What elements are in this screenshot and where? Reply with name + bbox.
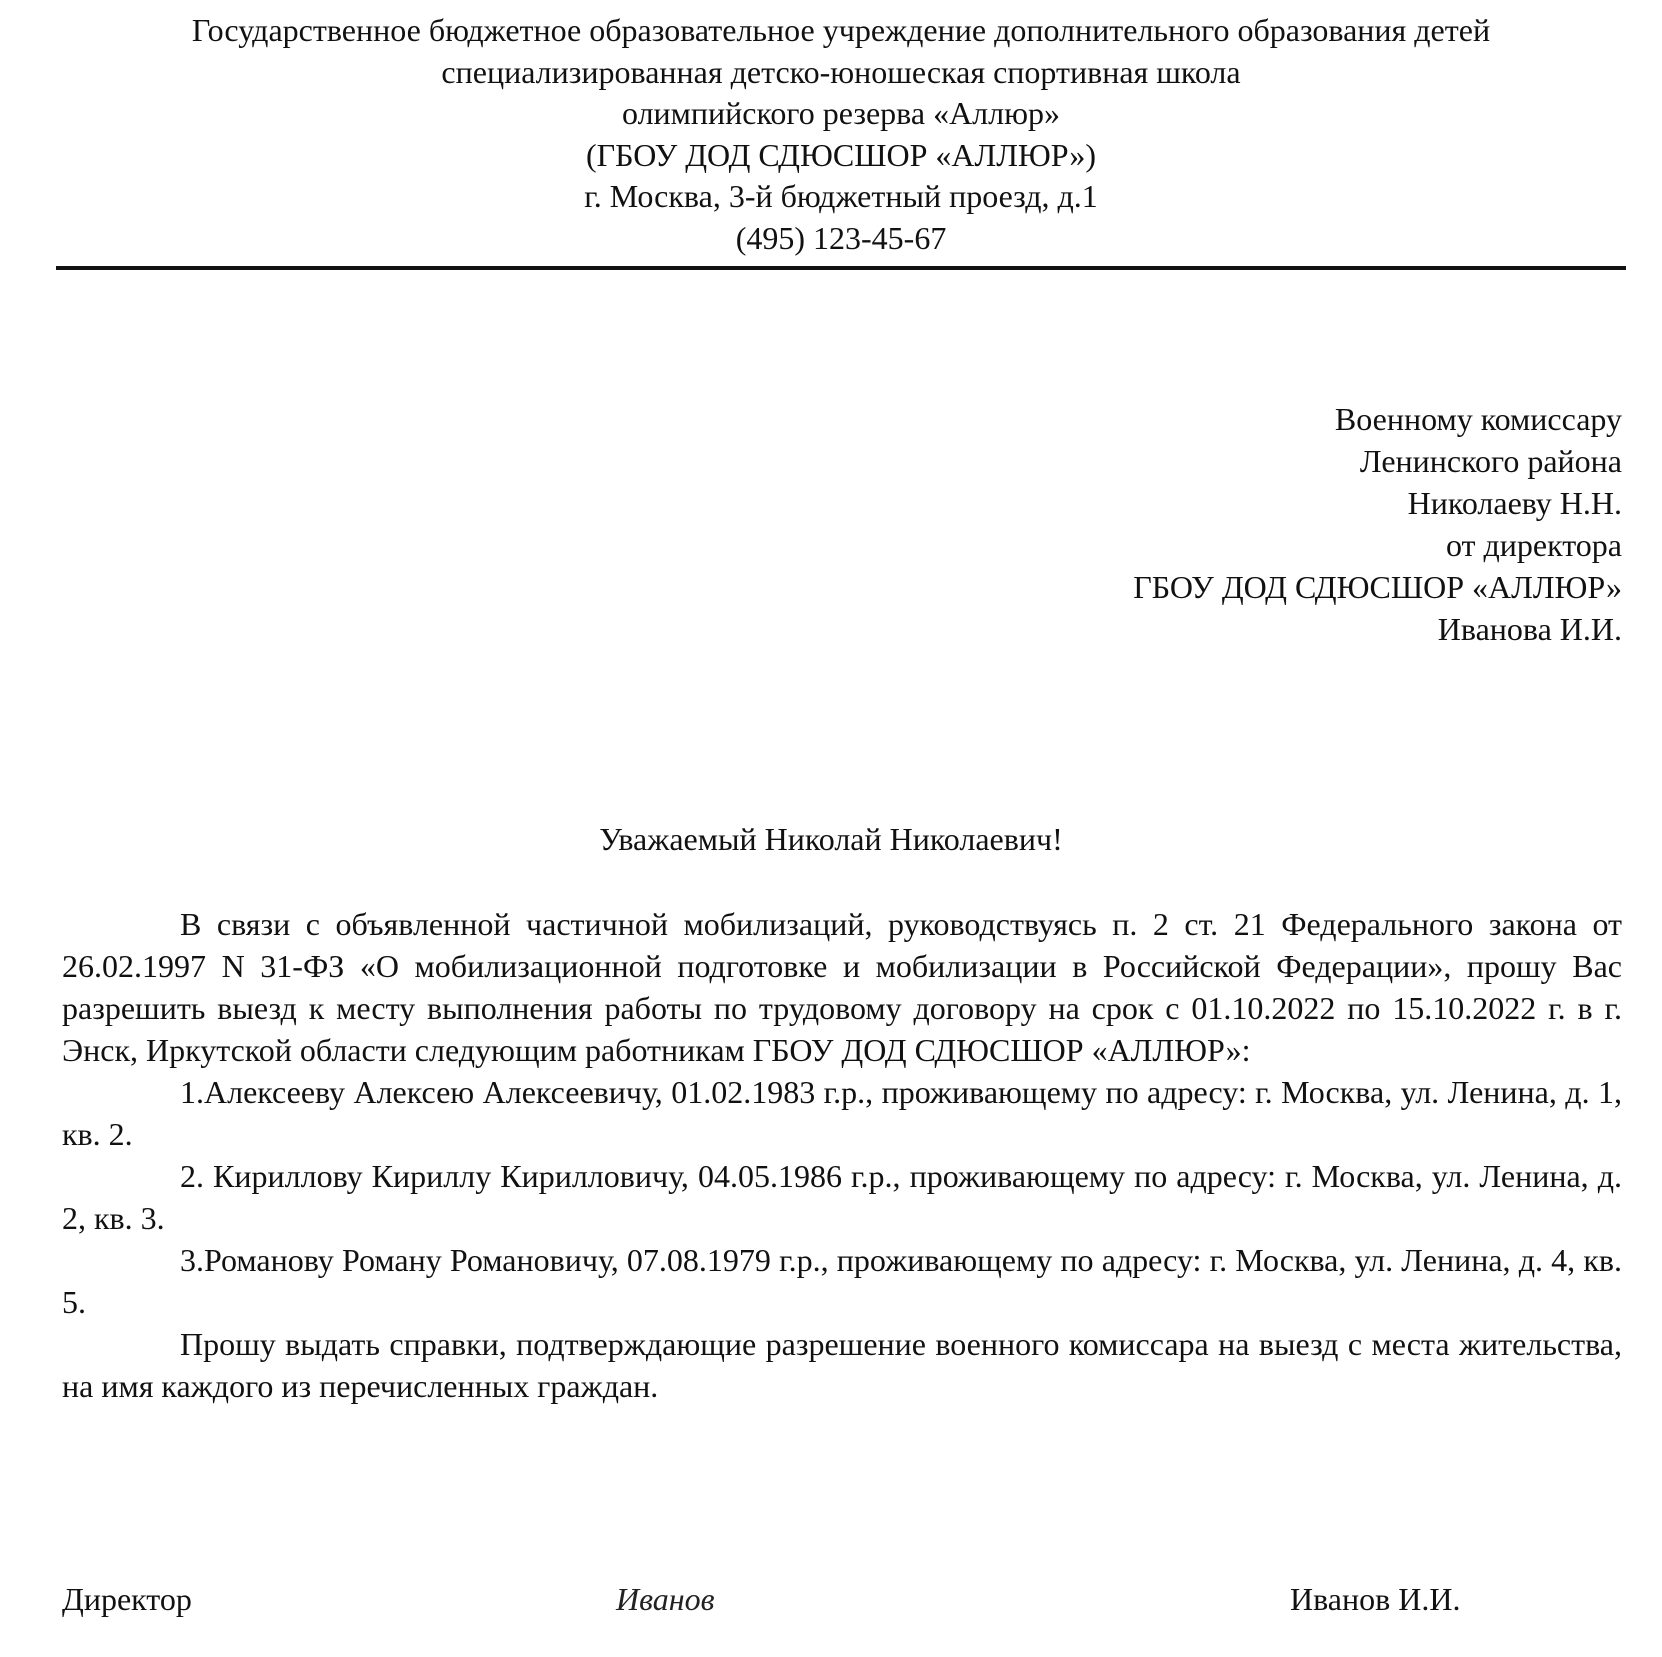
letter-body xyxy=(62,903,1622,1407)
letterhead-divider xyxy=(56,266,1626,270)
letterhead-org-full-name: Государственное бюджетное образовательное учреждение дополнительного образования детей xyxy=(191,12,1491,48)
body-list-item-1: 1.Алексееву Алексею Алексеевичу, 01.02.1983 г.р., проживающему по адресу: г. Москва, ул. Ленина, д. 1, кв. 2. xyxy=(62,1074,1622,1152)
recipient-district: Ленинского района xyxy=(1359,443,1622,479)
letterhead xyxy=(56,10,1626,259)
salutation: Уважаемый Николай Николаевич! xyxy=(599,821,1063,857)
signatory-position: Директор xyxy=(62,1581,192,1617)
letterhead-phone: (495) 123-45-67 xyxy=(735,219,947,256)
letterhead-address: г. Москва, 3-й бюджетный проезд, д.1 xyxy=(584,178,1098,214)
handwritten-signature: Иванов xyxy=(616,1581,715,1617)
sender-organization: ГБОУ ДОД СДЮСШОР «АЛЛЮР» xyxy=(1133,569,1622,605)
body-list-item-2: 2. Кириллову Кириллу Кирилловичу, 04.05.1986 г.р., проживающему по адресу: г. Москва, ул. Ленина, д. 2, кв. 3. xyxy=(62,1158,1622,1236)
body-paragraph-request: В связи с объявленной частичной мобилизаций, руководствуясь п. 2 ст. 21 Федерального закона от 26.02.1997 N 31-ФЗ «О мобилизационной подготовке и мобилизации в Российской Федерации», прошу Вас разрешить выезд к месту выполнения работы по трудовому договору на срок с 01.10.2022 по 15.10.2022 г. в г. Энск, Иркутской области следующим работникам ГБОУ ДОД СДЮСШОР «АЛЛЮР»: xyxy=(62,906,1622,1068)
body-list-item-3: 3.Романову Роману Романовичу, 07.08.1979 г.р., проживающему по адресу: г. Москва, ул. Ленина, д. 4, кв. 5. xyxy=(62,1242,1622,1320)
recipient-name: Николаеву Н.Н. xyxy=(1407,485,1622,521)
body-paragraph-closing: Прошу выдать справки, подтверждающие разрешение военного комиссара на выезд с места жительства, на имя каждого из перечисленных граждан. xyxy=(62,1326,1622,1404)
sender-name: Иванова И.И. xyxy=(1437,611,1622,647)
letterhead-org-name: олимпийского резерва «Аллюр» xyxy=(621,95,1061,131)
sender-title: от директора xyxy=(1445,527,1622,563)
letterhead-org-abbreviation: (ГБОУ ДОД СДЮСШОР «АЛЛЮР») xyxy=(585,136,1097,173)
signatory-name: Иванов И.И. xyxy=(1290,1581,1461,1617)
recipient-block xyxy=(722,398,1622,650)
letterhead-org-type: специализированная детско-юношеская спортивная школа xyxy=(441,53,1241,90)
signature-row xyxy=(0,1578,1662,1628)
recipient-title: Военному комиссару xyxy=(1334,401,1622,437)
